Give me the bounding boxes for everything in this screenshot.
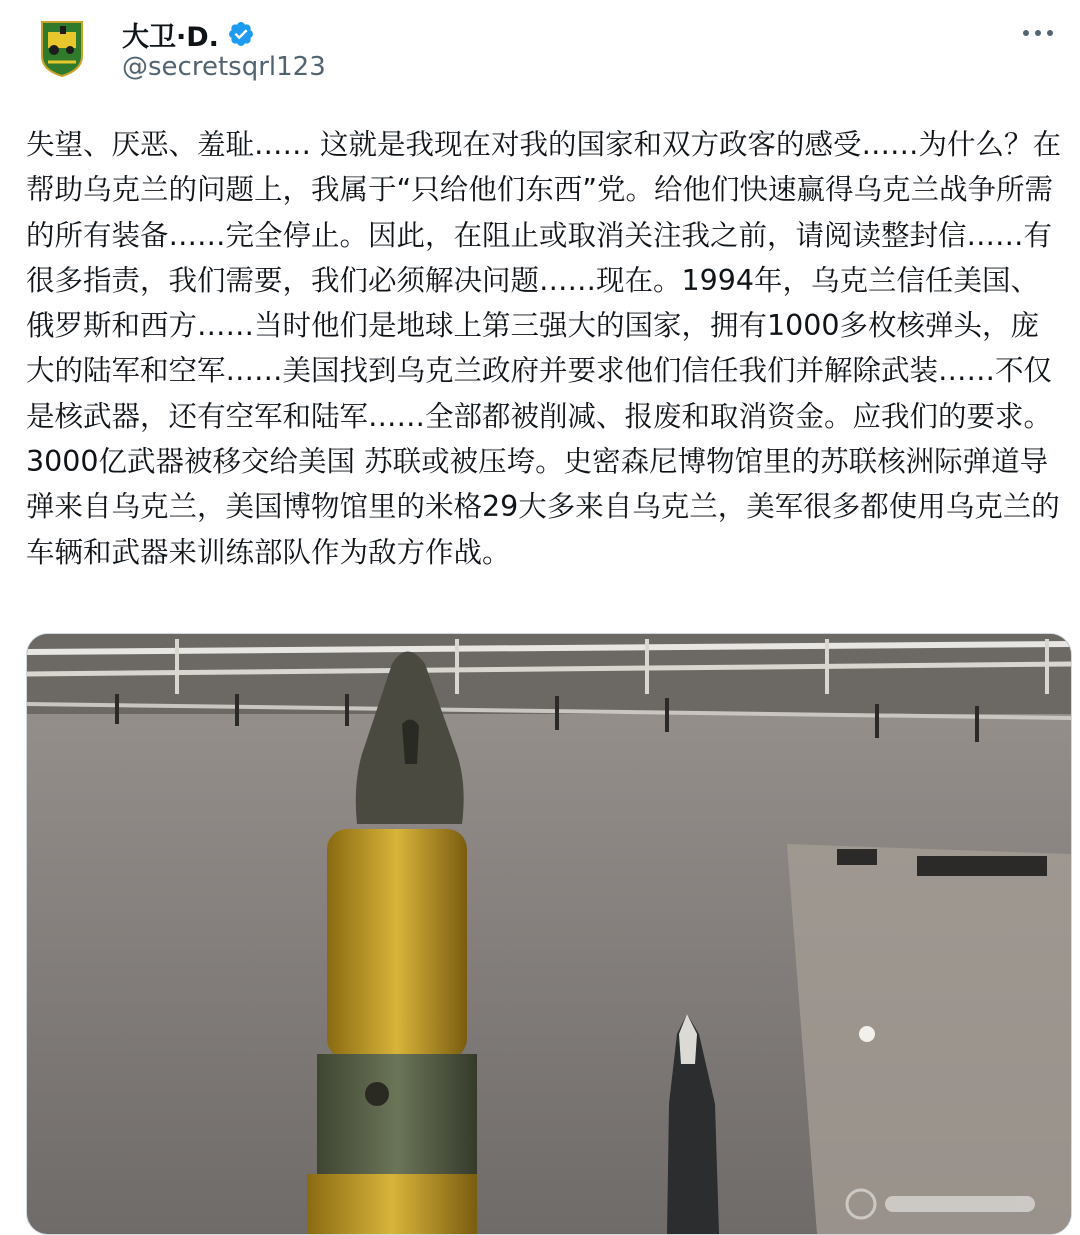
user-handle[interactable]: @secretsqrl123: [122, 52, 326, 82]
missile-museum-photo: [27, 634, 1071, 1234]
verified-badge-icon: [227, 20, 255, 48]
more-options-icon[interactable]: [1018, 22, 1058, 44]
watermark-icon: [841, 1184, 1051, 1224]
tweet-text: 失望、厌恶、羞耻…… 这就是我现在对我的国家和双方政客的感受……为什么？在帮助乌克兰的问题上，我属于“只给他们东西”党。给他们快速赢得乌克兰战争所需的所有装备……完全停止。因此，在阻止或取消关注我之前，请阅读整封信……有很多指责，我们需要，我们必须解决问题……现在。1994年，乌克兰信任美国、俄罗斯和西方……当时他们是地球上第三强大的国家，拥有1000多枚核弹头，庞大的陆军和空军……美国找到乌克兰政府并要求他们信任我们并解除武装……不仅是核武器，还有空军和陆军……全部都被削减、报废和取消资金。应我们的要求。3000亿武器被移交给美国 苏联或被压垮。史密森尼博物馆里的苏联核洲际弹道导弹来自乌克兰，美国博物馆里的米格29大多来自乌克兰，美军很多都使用乌克兰的车辆和武器来训练部队作为敌方作战。: [26, 128, 1062, 569]
avatar[interactable]: [40, 18, 84, 78]
display-name[interactable]: 大卫·D.: [122, 21, 219, 53]
tweet-media-image[interactable]: [26, 633, 1072, 1235]
tweet-header: [0, 0, 1080, 100]
name-row: [122, 14, 255, 54]
